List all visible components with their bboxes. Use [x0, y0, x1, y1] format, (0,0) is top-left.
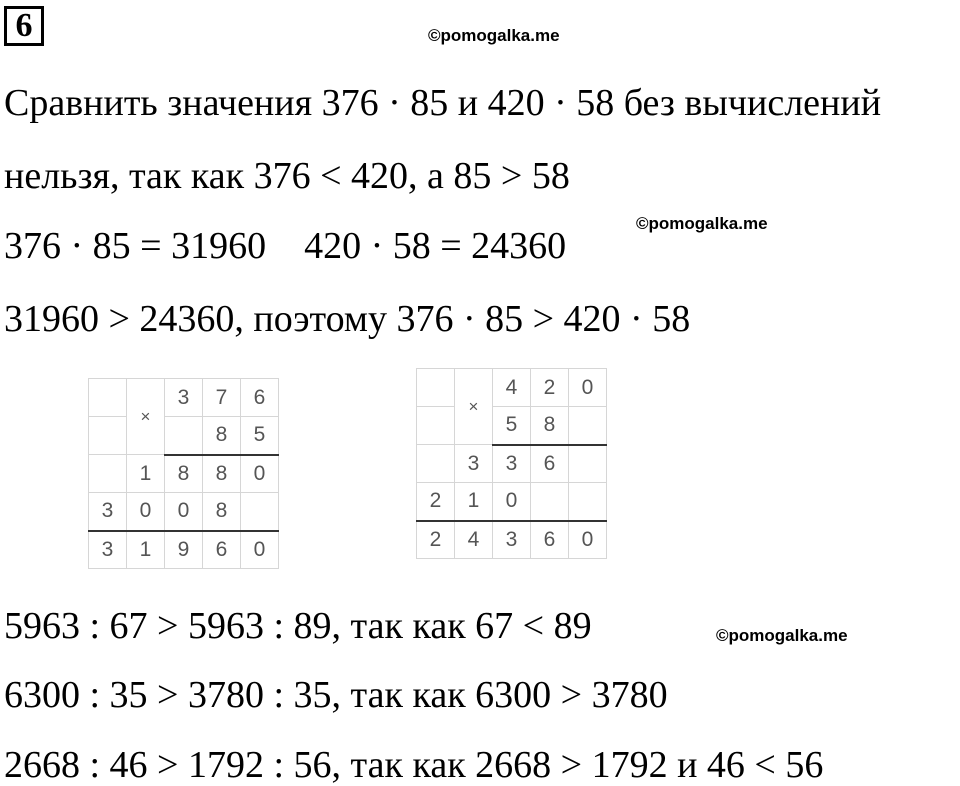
text-line: нельзя, так как 376 < 420, а 85 > 58 [4, 155, 570, 197]
grid-row [89, 531, 279, 569]
text-line: 376 · 85 = 31960 420 · 58 = 24360 [4, 225, 567, 267]
grid-cell: 0 [241, 531, 279, 569]
grid-cell [417, 369, 455, 407]
text-line: 5963 : 67 > 5963 : 89, так как 67 < 89 [4, 605, 592, 647]
grid-cell: 0 [241, 455, 279, 493]
grid-cell: 1 [127, 455, 165, 493]
grid-cell [417, 445, 455, 483]
grid-cell: 0 [165, 493, 203, 531]
grid-cell: 0 [493, 483, 531, 521]
grid-cell [165, 417, 203, 455]
grid-cell [89, 455, 127, 493]
grid-cell: 0 [127, 493, 165, 531]
grid-cell: 8 [165, 455, 203, 493]
grid-cell: 3 [493, 445, 531, 483]
grid-cell [569, 407, 607, 445]
grid-cell: 3 [493, 521, 531, 559]
grid-cell: 3 [455, 445, 493, 483]
grid-row [417, 521, 607, 559]
watermark: ©pomogalka.me [636, 214, 768, 233]
grid-cell: 3 [165, 379, 203, 417]
grid-cell: 8 [531, 407, 569, 445]
grid-row [89, 493, 279, 531]
grid-cell: 6 [203, 531, 241, 569]
grid-cell: 6 [531, 521, 569, 559]
grid-row [417, 407, 607, 445]
grid-cell: 5 [493, 407, 531, 445]
grid-cell: 2 [531, 369, 569, 407]
grid-cell [569, 483, 607, 521]
grid-cell: 1 [455, 483, 493, 521]
watermark: ©pomogalka.me [428, 26, 560, 45]
grid-cell: 0 [569, 521, 607, 559]
text-line: Сравнить значения 376 · 85 и 420 · 58 без вычислений [4, 82, 882, 124]
multiply-sign: × [455, 369, 493, 445]
grid-cell: 0 [569, 369, 607, 407]
grid-cell [569, 445, 607, 483]
grid-cell: 2 [417, 483, 455, 521]
grid-cell [241, 493, 279, 531]
grid-cell: 7 [203, 379, 241, 417]
multiplication-grid-420x58 [416, 368, 607, 559]
grid-cell: 8 [203, 493, 241, 531]
watermark: ©pomogalka.me [716, 626, 848, 645]
grid-cell: 3 [89, 493, 127, 531]
grid-cell: 8 [203, 455, 241, 493]
task-number: 6 [4, 6, 44, 46]
grid-cell: 6 [241, 379, 279, 417]
grid-row [417, 445, 607, 483]
text-line: 31960 > 24360, поэтому 376 · 85 > 420 · 58 [4, 298, 691, 340]
grid-row [89, 417, 279, 455]
grid-cell: 6 [531, 445, 569, 483]
grid-cell: 9 [165, 531, 203, 569]
text-line: 6300 : 35 > 3780 : 35, так как 6300 > 3780 [4, 674, 668, 716]
grid-cell [89, 379, 127, 417]
grid-cell: 4 [455, 521, 493, 559]
text-line: 2668 : 46 > 1792 : 56, так как 2668 > 1792 и 46 < 56 [4, 744, 824, 786]
grid-cell: 3 [89, 531, 127, 569]
grid-row [417, 369, 607, 407]
grid-cell: 2 [417, 521, 455, 559]
grid-row [89, 455, 279, 493]
multiplication-grid-376x85 [88, 378, 279, 569]
grid-cell [531, 483, 569, 521]
grid-cell: 5 [241, 417, 279, 455]
grid-cell [89, 417, 127, 455]
grid-cell [417, 407, 455, 445]
grid-cell: 8 [203, 417, 241, 455]
multiply-sign: × [127, 379, 165, 455]
grid-row [417, 483, 607, 521]
grid-row [89, 379, 279, 417]
grid-cell: 1 [127, 531, 165, 569]
grid-cell: 4 [493, 369, 531, 407]
